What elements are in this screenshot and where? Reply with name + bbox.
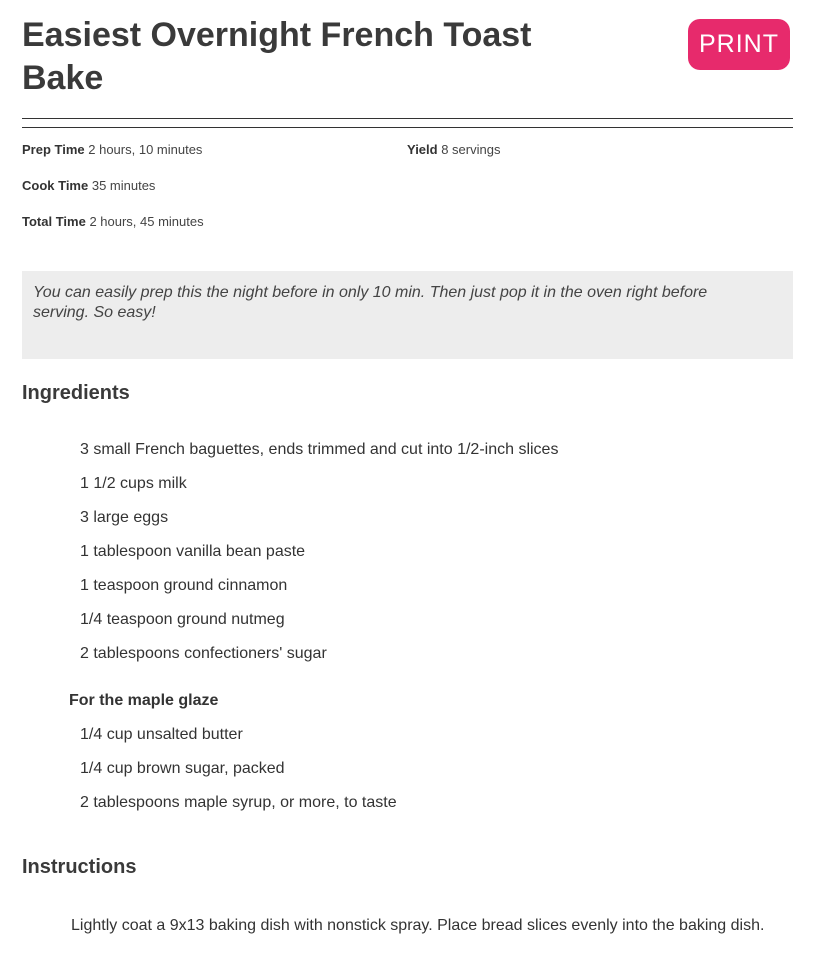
ingredient-item: 1/4 cup unsalted butter <box>80 726 243 743</box>
cook-time-label: Cook Time <box>22 178 89 193</box>
cook-time-value: 35 minutes <box>91 178 156 193</box>
total-time <box>22 213 204 231</box>
glaze-ingredient-list <box>80 725 397 827</box>
ingredient-item: 1 tablespoon vanilla bean paste <box>80 543 306 560</box>
ingredient-item: 2 tablespoons confectioners' sugar <box>80 645 327 662</box>
ingredient-item: 2 tablespoons maple syrup, or more, to taste <box>80 794 397 811</box>
divider-top <box>22 118 793 119</box>
ingredient-item: 3 small French baguettes, ends trimmed and cut into 1/2-inch slices <box>80 441 559 458</box>
yield-value: 8 servings <box>441 142 501 157</box>
prep-time-value: 2 hours, 10 minutes <box>88 142 203 157</box>
instruction-step: Lightly coat a 9x13 baking dish with nonstick spray. Place bread slices evenly into the baking dish. <box>71 917 765 934</box>
ingredient-item: 1/4 cup brown sugar, packed <box>80 760 285 777</box>
prep-time <box>22 141 202 159</box>
total-time-label: Total Time <box>22 214 86 229</box>
ingredient-list <box>80 440 558 678</box>
instructions-heading: Instructions <box>22 856 137 878</box>
ingredient-item: 3 large eggs <box>80 509 169 526</box>
divider-bottom <box>22 127 793 128</box>
glaze-heading: For the maple glaze <box>69 692 219 709</box>
recipe-summary: You can easily prep this the night before in only 10 min. Then just pop it in the oven right before serving. So easy! <box>22 271 793 359</box>
ingredient-item: 1 teaspoon ground cinnamon <box>80 577 288 594</box>
yield-label: Yield <box>407 142 438 157</box>
total-time-value: 2 hours, 45 minutes <box>89 214 204 229</box>
instruction-list <box>71 913 781 938</box>
prep-time-label: Prep Time <box>22 142 85 157</box>
ingredient-item: 1 1/2 cups milk <box>80 475 187 492</box>
cook-time <box>22 177 155 195</box>
ingredient-item: 1/4 teaspoon ground nutmeg <box>80 611 285 628</box>
ingredients-heading: Ingredients <box>22 382 130 404</box>
recipe-header <box>22 0 793 117</box>
recipe-card <box>22 0 793 960</box>
print-button[interactable]: PRINT <box>688 19 790 70</box>
yield <box>407 141 500 159</box>
recipe-title: Easiest Overnight French Toast Bake <box>22 16 532 97</box>
